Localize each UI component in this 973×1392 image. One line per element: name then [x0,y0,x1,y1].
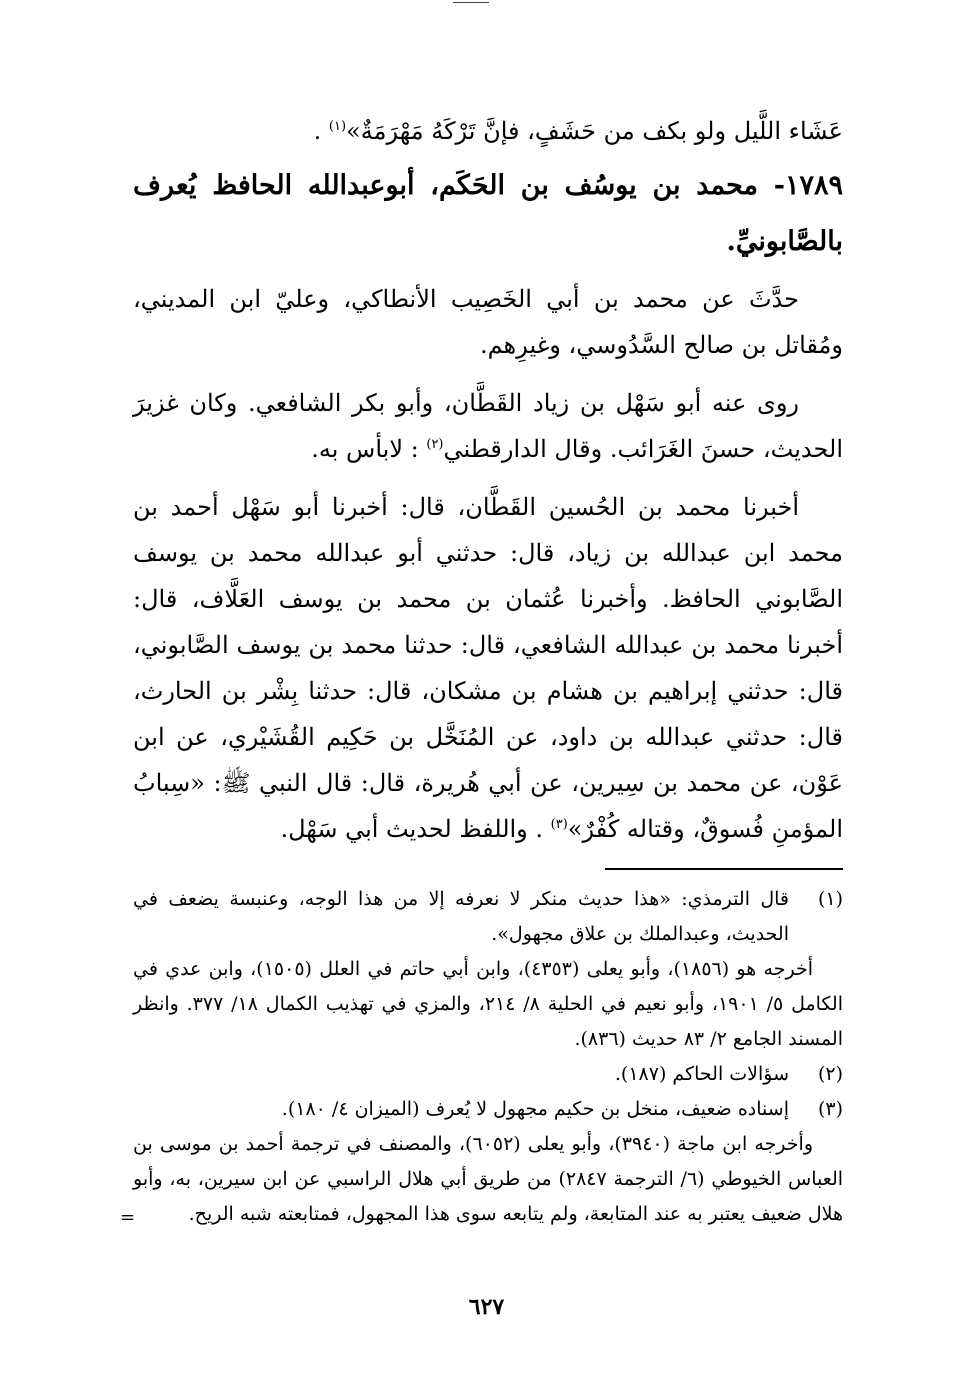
footnote-ref-2[interactable]: (٢) [426,437,444,452]
continuation-mark: = [120,1207,136,1228]
paragraph-teachers: حدَّثَ عن محمد بن أبي الخَصِيب الأنطاكي، وعليّ ابن المديني، ومُقاتل بن صالح السَّدُوسي، وغيرِهم. [133,285,843,359]
paragraph-students [133,380,843,472]
footnote-ref-3[interactable]: (٣) [550,817,568,832]
footnote-3 [133,1092,843,1127]
continuation-line [133,108,843,154]
footnote-2-number: (٢) [817,1063,843,1085]
main-text [133,108,843,852]
paragraph-students-end: : لابأس به. [311,435,427,463]
entry-heading: ١٧٨٩- محمد بن يوسُف بن الحَكَم، أبوعبدالله الحافظ يُعرف بالصَّابونيِّ. [133,170,843,257]
paragraph-hadith [133,484,843,852]
paragraph-students-text: روى عنه أبو سَهْل بن زياد القَطَّان، وأبو بكر الشافعي. وكان غزيرَ الحديث، حسنَ الغَرَائب. وقال الدارقطني [133,389,843,463]
footnote-1-sources: أخرجه هو (١٨٥٦)، وأبو يعلى (٤٣٥٣)، وابن أبي حاتم في العلل (١٥٠٥)، وابن عدي في الكامل ٥/ ١٩٠١، وأبو نعيم في الحلية ٨/ ٢١٤، والمزي في تهذيب الكمال ١٨/ ٣٧٧. وانظر المسند الجامع ٢/ ٨٣ حديث (٨٣٦). [133,958,843,1050]
paragraph-hadith-text: أخبرنا محمد بن الحُسين القَطَّان، قال: أخبرنا أبو سَهْل أحمد بن محمد ابن عبدالله بن زياد، قال: حدثني أبو عبدالله محمد بن يوسف الصَّابوني الحافظ. وأخبرنا عُثمان بن محمد بن يوسف العَلَّاف، قال: أخبرنا محمد بن عبدالله الشافعي، قال: حدثنا محمد بن يوسف الصَّابوني، قال: حدثني إبراهيم بن هشام بن مشكان، قال: حدثنا بِشْر بن الحارث، قال: حدثني عبدالله بن داود، عن المُنَخَّل بن حَكِيم القُشَيْري، عن ابن عَوْن، عن محمد بن سِيرين، عن أبي هُريرة، قال: قال النبي ﷺ: «سِبابُ المؤمنِ فُسوقٌ، وقتاله كُفْرٌ» [133,493,843,843]
continuation-text: عَشَاء اللَّيل ولو بكف من حَشَفٍ، فإنَّ تَرْكَهُ مَهْرَمَةٌ» [346,117,843,145]
paragraph-hadith-end: . واللفظ لحديث أبي سَهْل. [280,815,551,843]
page-number: ٦٢٧ [468,1294,505,1320]
footnote-1 [133,882,843,952]
footnotes [133,882,843,1232]
footnote-3-text: إسناده ضعيف، منخل بن حكيم مجهول لا يُعرف (الميزان ٤/ ١٨٠). [281,1098,789,1120]
footnote-3-sources: وأخرجه ابن ماجة (٣٩٤٠)، وأبو يعلى (٦٠٥٢)، والمصنف في ترجمة أحمد بن موسى بن العباس الخيوطي (٦/ الترجمة ٢٨٤٧) من طريق أبي هلال الراسبي عن ابن سيرين، به، وأبو هلال ضعيف يعتبر به عند المتابعة، ولم يتابعه سوى هذا المجهول، فمتابعته شبه الريح. [133,1133,844,1225]
footnote-2 [133,1057,843,1092]
footnote-separator [605,868,843,870]
footnote-ref-1[interactable]: (١) [328,119,347,134]
footnote-1-text: قال الترمذي: «هذا حديث منكر لا نعرفه إلا من هذا الوجه، وعنبسة يضعف في الحديث، وعبدالملك بن علاق مجهول». [133,888,789,945]
top-edge-mark [453,2,489,3]
footnote-1-number: (١) [817,888,843,910]
footnote-3-number: (٣) [817,1098,843,1120]
continuation-end: . [313,117,329,145]
footnote-2-text: سؤالات الحاكم (١٨٧). [614,1063,789,1085]
page-body [133,108,843,1232]
